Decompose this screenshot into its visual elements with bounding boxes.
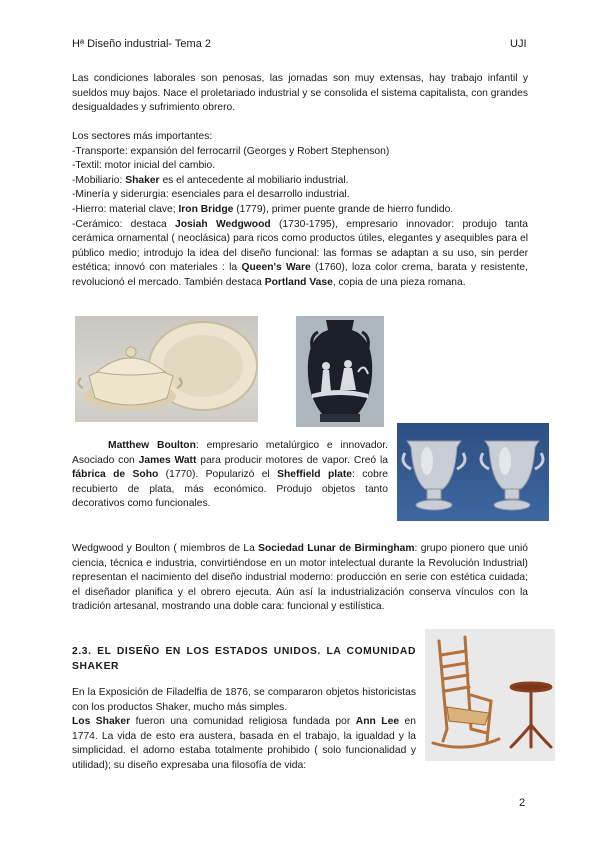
- sector-mineria: -Minería y siderurgia: esenciales para el desarrollo industrial.: [72, 189, 350, 201]
- section-heading-shaker: 2.3. EL DISEÑO EN LOS ESTADOS UNIDOS. LA COMUNIDAD SHAKER: [72, 646, 416, 672]
- sector-mobiliario: -Mobiliario: Shaker es el antecedente al mobiliario industrial.: [72, 174, 349, 186]
- sectors-list: [72, 130, 528, 291]
- sector-ceramico: -Cerámico: destaca Josiah Wedgwood (1730-1795), empresario innovador: produjo tanta cerámica ornamental ( neoclásica) para ricos como productos útiles, elegantes y asequibles para el público medio; introdujo la idea del diseño funcional: las formas se adaptan a su uso, sin perder estética; innovó con materiales : la Queen's Ware (1760), loza color crema, barata y resistente, revolucionó el mercado. También destaca Portland Vase, copia de una pieza romana.: [72, 218, 529, 288]
- sector-hierro: -Hierro: material clave; Iron Bridge (1779), primer puente grande de hierro fundido.: [72, 203, 454, 215]
- shaker-text: [72, 686, 416, 774]
- sector-transporte: -Transporte: expansión del ferrocarril (Georges y Robert Stephenson): [72, 145, 390, 157]
- header-institution: UJI: [510, 38, 527, 50]
- sheffield-plate-image: [397, 423, 549, 521]
- shaker-furniture-image: [425, 629, 555, 761]
- paragraph-working-conditions: Las condiciones laborales son penosas, las jornadas son muy extensas, hay trabajo infantil y sueldos muy bajos. Nace el proletariado industrial y se consolida el sistema capitalista, con grandes desigualdades y sufrimiento obrero.: [72, 73, 528, 114]
- paragraph-shaker-community: Los Shaker fueron una comunidad religiosa fundada por Ann Lee en 1774. La vida de esto era austera, basada en el trabajo, la igualdad y la simplicidad. el adorno estaba totalmente prohibido ( solo funcionalidad y utilidad); su diseño expresaba una filosofía de vida:: [72, 716, 416, 771]
- page-number: 2: [519, 797, 526, 809]
- paragraph-lunar-society: Wedgwood y Boulton ( miembros de La Sociedad Lunar de Birmingham: grupo pionero que unió ciencia, técnica e industria, convirtiéndose en un motor intelectual durante la Revolución Industrial) representan el nacimiento del diseño industrial moderno: producción en serie con estética cuidada; el diseñador planifica y el obrero ejecuta. Aún así la industrialización conserva vínculos con la tradición artesanal, mostrando una doble cara: funcional y estilística.: [72, 543, 528, 613]
- sectors-intro: Los sectores más importantes:: [72, 131, 213, 142]
- portland-vase-image: [296, 316, 384, 427]
- paragraph-philadelphia: En la Exposición de Filadelfia de 1876, se compararon objetos historicistas con los productos Shaker, mucho más simples.: [72, 687, 416, 713]
- paragraph-boulton: Matthew Boulton: empresario metalúrgico e innovador. Asociado con James Watt para producir motores de vapor. Creó la fábrica de Soho (1770). Popularizó el Sheffield plate: cobre recubierto de plata, más económico. Produjo objetos tanto decorativos como funcionales.: [72, 440, 388, 510]
- sector-textil: -Textil: motor inicial del cambio.: [72, 160, 216, 172]
- queens-ware-image: [75, 316, 258, 422]
- header-title: Hª Diseño industrial- Tema 2: [72, 38, 211, 50]
